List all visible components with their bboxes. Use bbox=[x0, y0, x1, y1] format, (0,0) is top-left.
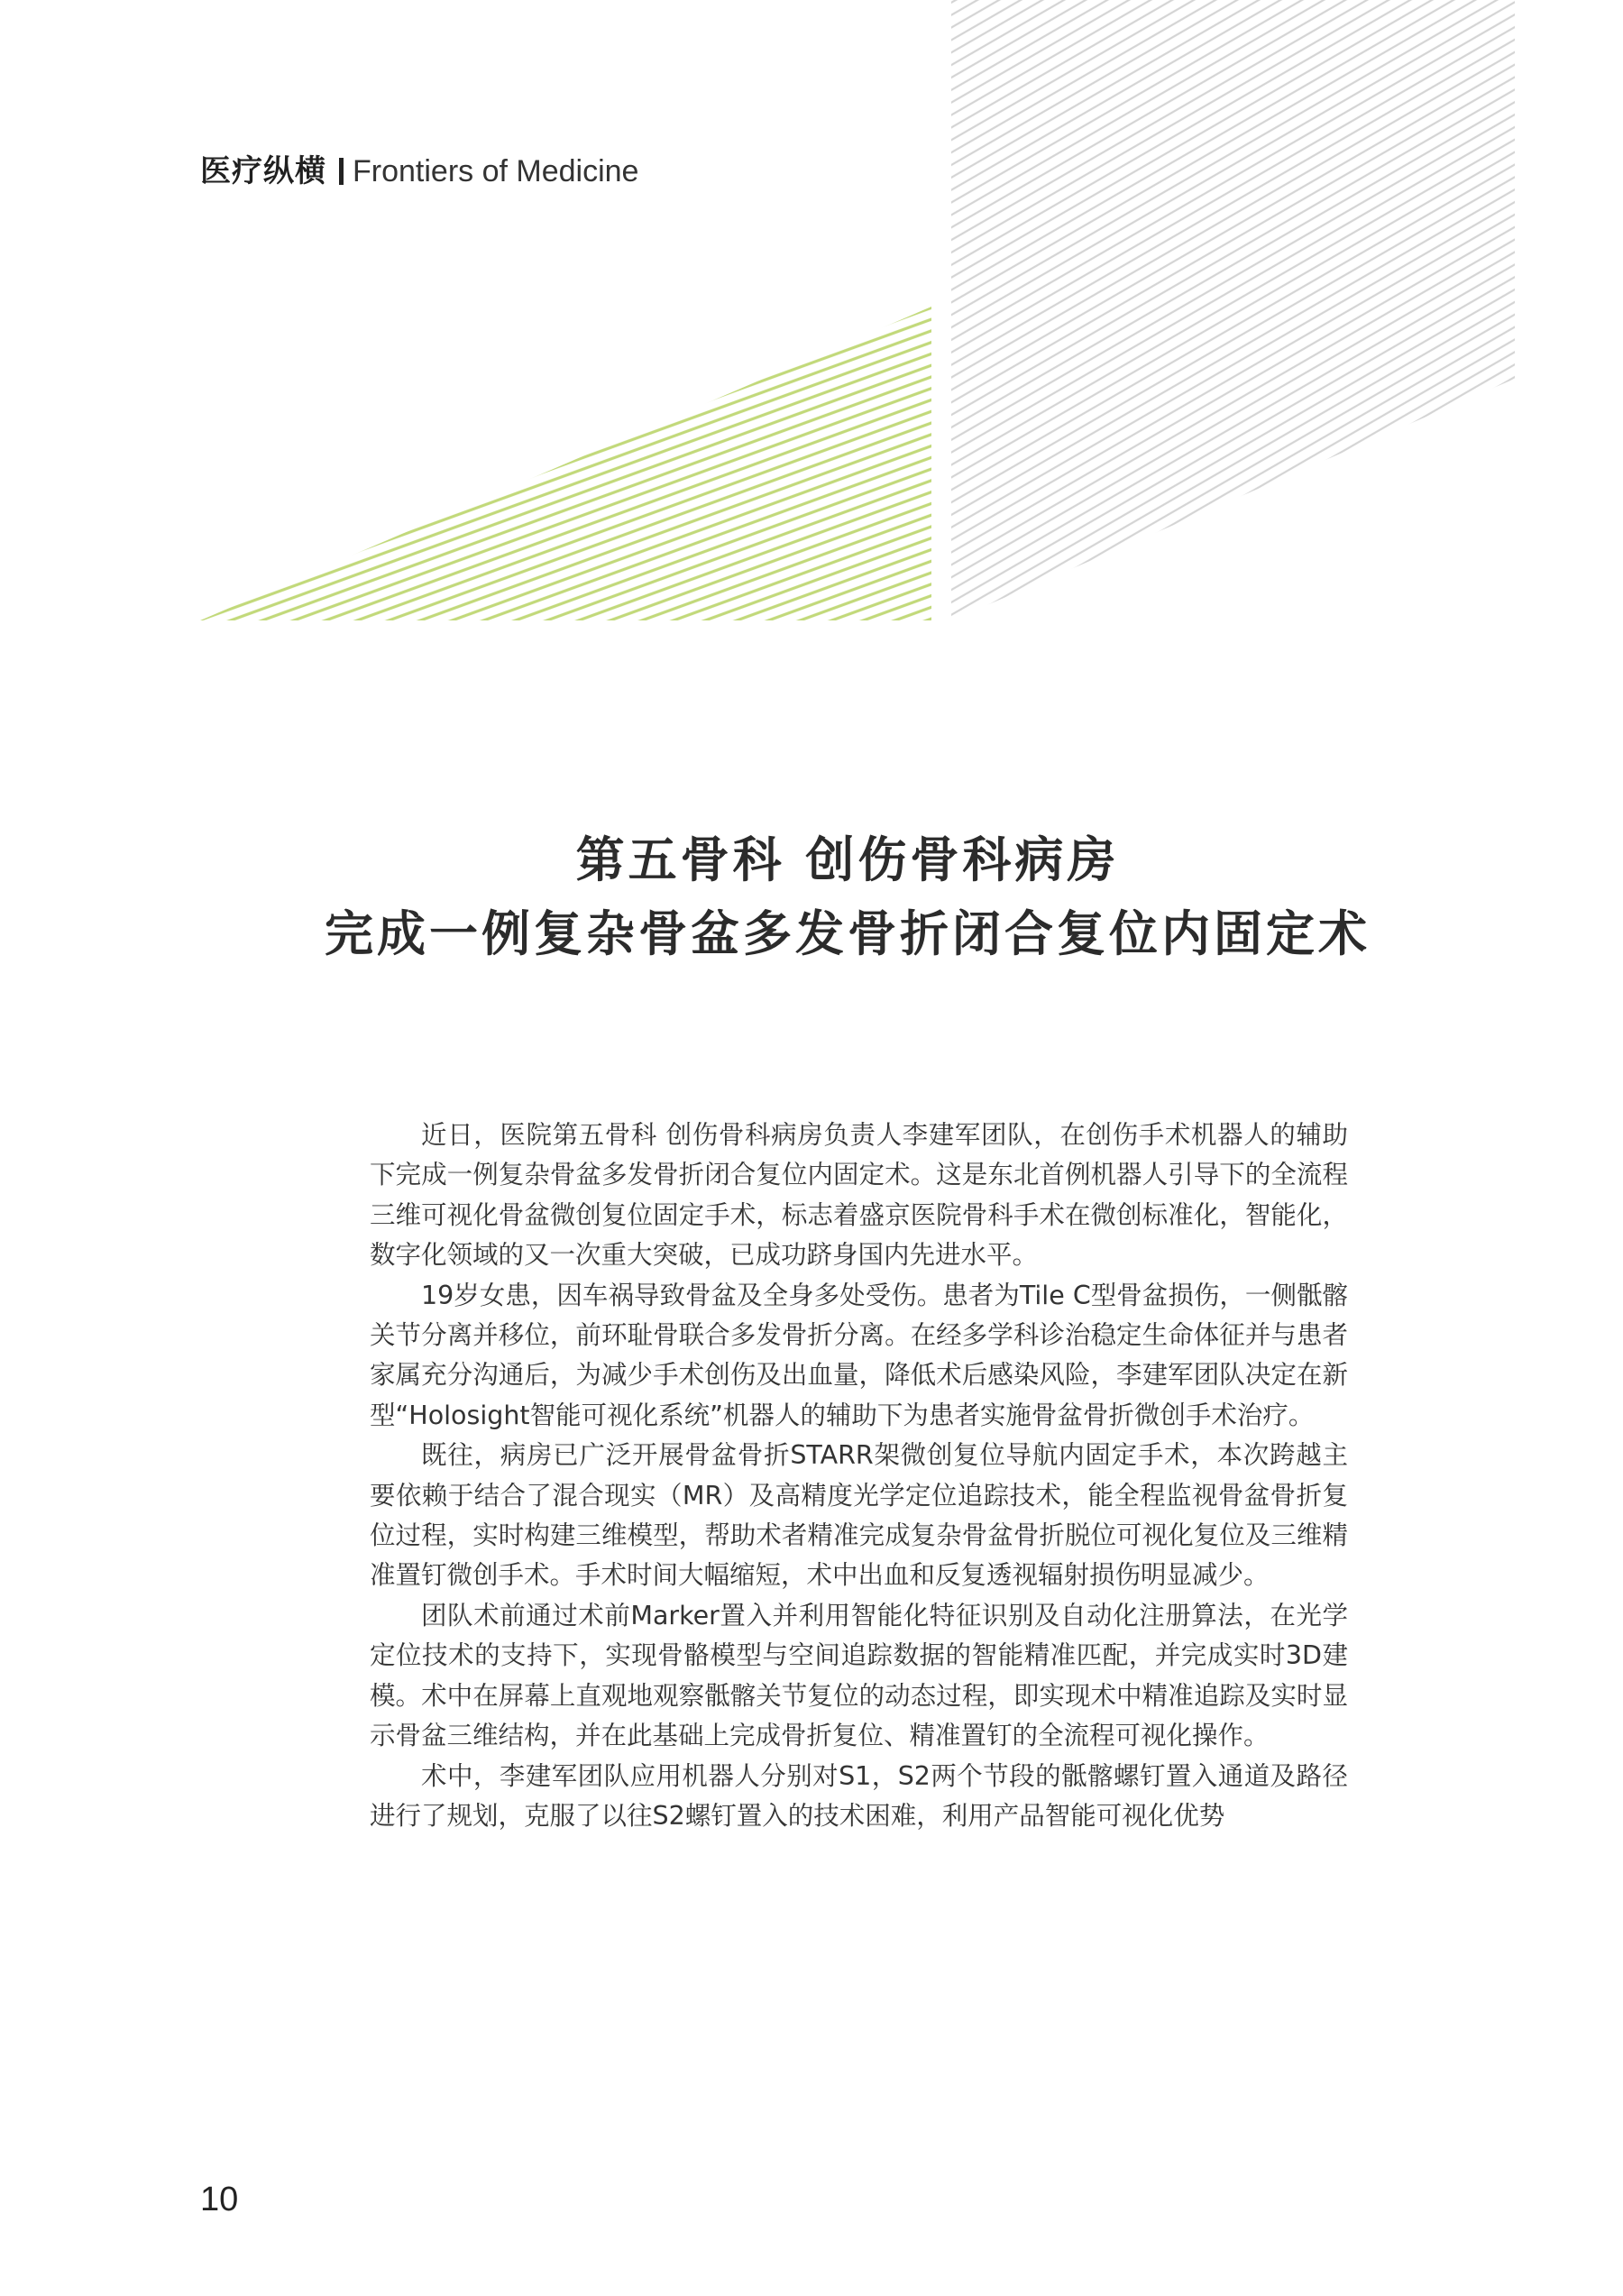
paragraph: 近日，医院第五骨科 创伤骨科病房负责人李建军团队，在创伤手术机器人的辅助下完成一例复杂骨盆多发骨折闭合复位内固定术。这是东北首例机器人引导下的全流程三维可视化骨盆微创复位固定手术，标志着盛京医院骨科手术在微创标准化，智能化，数字化领域的又一次重大突破，已成功跻身国内先进水平。 bbox=[370, 1120, 1348, 1271]
article-title bbox=[270, 822, 1425, 970]
paragraph: 既往，病房已广泛开展骨盆骨折STARR架微创复位导航内固定手术，本次跨越主要依赖于结合了混合现实（MR）及高精度光学定位追踪技术，能全程监视骨盆骨折复位过程，实时构建三维模型，帮助术者精准完成复杂骨盆骨折脱位可视化复位及三维精准置钉微创手术。手术时间大幅缩短，术中出血和反复透视辐射损伤明显减少。 bbox=[370, 1440, 1348, 1591]
section-separator bbox=[339, 158, 344, 185]
green-stripe-triangle bbox=[200, 307, 931, 620]
header-decoration bbox=[0, 0, 1623, 631]
paragraph: 团队术前通过术前Marker置入并利用智能化特征识别及自动化注册算法，在光学定位技术的支持下，实现骨骼模型与空间追踪数据的智能精准匹配，并完成实时3D建模。术中在屏幕上直观地观察骶髂关节复位的动态过程，即实现术中精准追踪及实时显示骨盆三维结构，并在此基础上完成骨折复位、精准置钉的全流程可视化操作。 bbox=[370, 1600, 1348, 1751]
section-header bbox=[200, 152, 638, 191]
article-body bbox=[370, 1116, 1348, 1836]
gray-stripe-shape bbox=[951, 0, 1515, 620]
section-title-en: Frontiers of Medicine bbox=[353, 154, 639, 188]
section-title-cn: 医疗纵横 bbox=[200, 153, 326, 189]
page-number: 10 bbox=[200, 2181, 239, 2218]
paragraph: 19岁女患，因车祸导致骨盆及全身多处受伤。患者为Tile C型骨盆损伤，一侧骶髂关节分离并移位，前环耻骨联合多发骨折分离。在经多学科诊治稳定生命体征并与患者家属充分沟通后，为减少手术创伤及出血量，降低术后感染风险，李建军团队决定在新型“Holosight智能可视化系统”机器人的辅助下为患者实施骨盆骨折微创手术治疗。 bbox=[370, 1280, 1348, 1430]
title-line-2: 完成一例复杂骨盆多发骨折闭合复位内固定术 bbox=[325, 905, 1371, 962]
title-line-1: 第五骨科 创伤骨科病房 bbox=[575, 831, 1120, 888]
paragraph: 术中，李建军团队应用机器人分别对S1，S2两个节段的骶髂螺钉置入通道及路径进行了规划，克服了以往S2螺钉置入的技术困难，利用产品智能可视化优势 bbox=[370, 1760, 1348, 1831]
